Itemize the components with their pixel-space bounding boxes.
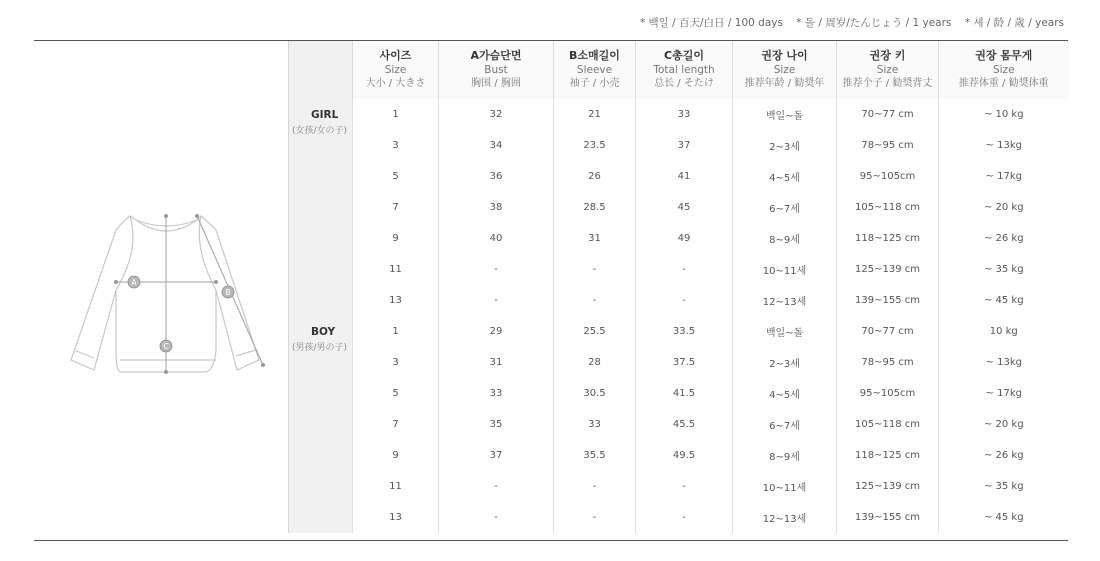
legend-item: * 돌 / 周岁/たんじょう / 1 years <box>796 17 952 29</box>
marker-b <box>222 286 234 298</box>
svg-text:C: C <box>163 342 169 351</box>
table-body <box>289 99 1069 533</box>
cell-bust: 35 <box>439 409 554 440</box>
header-sleeve: B소매길이 Sleeve 袖子 / 小売 <box>554 41 636 99</box>
cell-recommended-height: 118~125 cm <box>837 440 939 471</box>
cell-size: 5 <box>353 161 439 192</box>
header-bust: A가슴단면 Bust 胸围 / 胸囲 <box>439 41 554 99</box>
cell-sleeve: 21 <box>554 99 636 130</box>
cell-sleeve: - <box>554 254 636 285</box>
cell-size: 13 <box>353 502 439 533</box>
cell-total-length: 33.5 <box>636 316 733 347</box>
cell-total-length: 37.5 <box>636 347 733 378</box>
cell-recommended-height: 139~155 cm <box>837 502 939 533</box>
cell-recommended-height: 125~139 cm <box>837 254 939 285</box>
cell-recommended-weight: ~ 13kg <box>939 130 1069 161</box>
cell-sleeve: 30.5 <box>554 378 636 409</box>
cell-bust: 29 <box>439 316 554 347</box>
table-row <box>289 378 1069 409</box>
cell-recommended-height: 78~95 cm <box>837 130 939 161</box>
cell-size: 11 <box>353 254 439 285</box>
cell-recommended-weight: ~ 17kg <box>939 161 1069 192</box>
table-row <box>289 223 1069 254</box>
cell-total-length: - <box>636 502 733 533</box>
header-recommended-age: 권장 나이 Size 推荐年龄 / 勧奨年 <box>733 41 837 99</box>
garment-measurement-diagram <box>66 210 266 380</box>
cell-recommended-height: 95~105cm <box>837 161 939 192</box>
cell-recommended-height: 105~118 cm <box>837 409 939 440</box>
header-total-length: C총길이 Total length 总长 / そたけ <box>636 41 733 99</box>
cell-recommended-height: 70~77 cm <box>837 316 939 347</box>
cell-bust: 34 <box>439 130 554 161</box>
cell-size: 7 <box>353 409 439 440</box>
table-header-row <box>289 41 1069 99</box>
cell-recommended-weight: ~ 13kg <box>939 347 1069 378</box>
cell-bust: 40 <box>439 223 554 254</box>
cell-recommended-height: 105~118 cm <box>837 192 939 223</box>
cell-bust: - <box>439 285 554 316</box>
cell-recommended-age: 6~7세 <box>733 409 837 440</box>
cell-recommended-height: 78~95 cm <box>837 347 939 378</box>
cell-recommended-height: 125~139 cm <box>837 471 939 502</box>
cell-total-length: - <box>636 285 733 316</box>
cell-sleeve: 23.5 <box>554 130 636 161</box>
cell-total-length: - <box>636 471 733 502</box>
cell-recommended-weight: ~ 45 kg <box>939 285 1069 316</box>
cell-recommended-age: 12~13세 <box>733 285 837 316</box>
cell-bust: - <box>439 502 554 533</box>
cell-sleeve: 26 <box>554 161 636 192</box>
cell-recommended-age: 4~5세 <box>733 378 837 409</box>
cell-recommended-age: 백일~돌 <box>733 316 837 347</box>
header-corner <box>289 41 353 99</box>
cell-size: 3 <box>353 130 439 161</box>
cell-recommended-age: 12~13세 <box>733 502 837 533</box>
cell-recommended-age: 4~5세 <box>733 161 837 192</box>
header-size: 사이즈 Size 大小 / 大きさ <box>353 41 439 99</box>
cell-size: 13 <box>353 285 439 316</box>
bottom-rule <box>34 540 1068 541</box>
cell-bust: 32 <box>439 99 554 130</box>
svg-text:A: A <box>131 278 137 287</box>
cell-bust: 36 <box>439 161 554 192</box>
table-row <box>289 409 1069 440</box>
header-recommended-height: 권장 키 Size 推荐个子 / 勧奨背丈 <box>837 41 939 99</box>
table-row <box>289 161 1069 192</box>
cell-recommended-height: 139~155 cm <box>837 285 939 316</box>
cell-size: 1 <box>353 99 439 130</box>
cell-sleeve: 28.5 <box>554 192 636 223</box>
table-row <box>289 192 1069 223</box>
group-name: GIRL <box>311 109 339 121</box>
cell-recommended-weight: ~ 35 kg <box>939 471 1069 502</box>
cell-recommended-age: 10~11세 <box>733 471 837 502</box>
cell-sleeve: 33 <box>554 409 636 440</box>
header-recommended-weight: 권장 몸무게 Size 推荐体重 / 勧奨体重 <box>939 41 1069 99</box>
table-row <box>289 130 1069 161</box>
size-chart-table <box>288 41 1069 533</box>
group-subtitle: (男孩/男の子) <box>292 343 348 353</box>
cell-recommended-weight: ~ 17kg <box>939 378 1069 409</box>
table-row <box>289 316 1069 347</box>
cell-size: 1 <box>353 316 439 347</box>
cell-recommended-age: 6~7세 <box>733 192 837 223</box>
cell-total-length: 45.5 <box>636 409 733 440</box>
cell-total-length: 49 <box>636 223 733 254</box>
cell-recommended-age: 2~3세 <box>733 347 837 378</box>
table-row <box>289 502 1069 533</box>
cell-total-length: 41 <box>636 161 733 192</box>
cell-total-length: - <box>636 254 733 285</box>
table-row <box>289 285 1069 316</box>
group-subtitle: (女孩/女の子) <box>292 126 348 136</box>
cell-recommended-age: 8~9세 <box>733 440 837 471</box>
table-row <box>289 471 1069 502</box>
cell-total-length: 37 <box>636 130 733 161</box>
cell-recommended-height: 118~125 cm <box>837 223 939 254</box>
table-row <box>289 440 1069 471</box>
cell-recommended-age: 백일~돌 <box>733 99 837 130</box>
cell-bust: 37 <box>439 440 554 471</box>
cell-recommended-weight: ~ 20 kg <box>939 409 1069 440</box>
cell-recommended-weight: ~ 26 kg <box>939 223 1069 254</box>
cell-sleeve: - <box>554 471 636 502</box>
cell-bust: 31 <box>439 347 554 378</box>
table-row <box>289 254 1069 285</box>
cell-sleeve: 28 <box>554 347 636 378</box>
cell-recommended-age: 10~11세 <box>733 254 837 285</box>
cell-total-length: 33 <box>636 99 733 130</box>
cell-bust: 38 <box>439 192 554 223</box>
legend-item: * 세 / 龄 / 歲 / years <box>964 17 1064 29</box>
cell-total-length: 45 <box>636 192 733 223</box>
marker-a <box>128 276 140 288</box>
cell-sleeve: - <box>554 285 636 316</box>
cell-size: 9 <box>353 440 439 471</box>
cell-size: 7 <box>353 192 439 223</box>
svg-text:B: B <box>225 288 231 297</box>
cell-recommended-weight: 10 kg <box>939 316 1069 347</box>
cell-recommended-height: 70~77 cm <box>837 99 939 130</box>
table-row <box>289 347 1069 378</box>
cell-total-length: 49.5 <box>636 440 733 471</box>
table-row <box>289 99 1069 130</box>
group-label <box>289 99 353 316</box>
cell-recommended-weight: ~ 35 kg <box>939 254 1069 285</box>
cell-total-length: 41.5 <box>636 378 733 409</box>
cell-size: 5 <box>353 378 439 409</box>
group-name: BOY <box>311 326 336 338</box>
cell-recommended-height: 95~105cm <box>837 378 939 409</box>
cell-recommended-weight: ~ 26 kg <box>939 440 1069 471</box>
cell-recommended-weight: ~ 45 kg <box>939 502 1069 533</box>
cell-bust: 33 <box>439 378 554 409</box>
cell-recommended-weight: ~ 20 kg <box>939 192 1069 223</box>
cell-recommended-age: 8~9세 <box>733 223 837 254</box>
marker-c <box>160 340 172 352</box>
legend-item: * 백일 / 百天/白日 / 100 days <box>639 17 783 29</box>
cell-sleeve: - <box>554 502 636 533</box>
size-legend <box>630 15 1064 30</box>
group-label <box>289 316 353 533</box>
cell-recommended-weight: ~ 10 kg <box>939 99 1069 130</box>
cell-sleeve: 25.5 <box>554 316 636 347</box>
cell-size: 9 <box>353 223 439 254</box>
cell-bust: - <box>439 254 554 285</box>
cell-size: 11 <box>353 471 439 502</box>
cell-sleeve: 31 <box>554 223 636 254</box>
cell-recommended-age: 2~3세 <box>733 130 837 161</box>
cell-bust: - <box>439 471 554 502</box>
cell-sleeve: 35.5 <box>554 440 636 471</box>
cell-size: 3 <box>353 347 439 378</box>
